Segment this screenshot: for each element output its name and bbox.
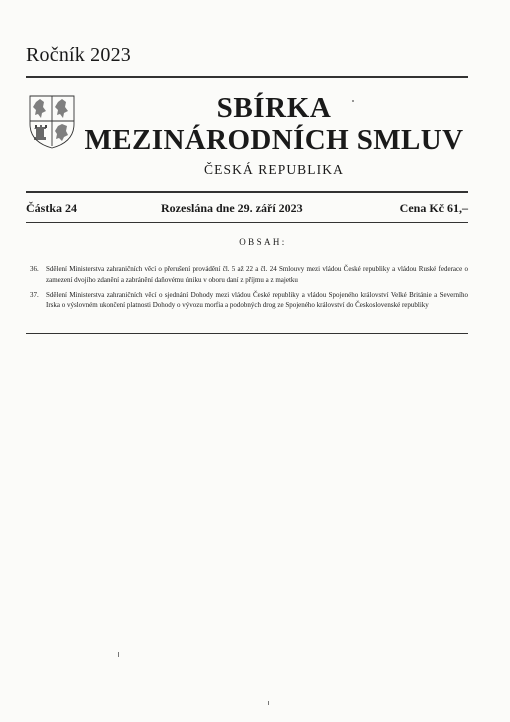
contents-list [26,264,468,315]
header-bottom-rule [26,191,468,193]
list-item [26,264,468,286]
issue-price: Cena Kč 61,– [399,201,468,215]
entry-number: 37. [30,290,39,299]
top-rule [26,76,468,78]
entry-text: Sdělení Ministerstva zahraničních věcí o přerušení provádění čl. 5 až 22 a čl. 24 Smlouvy mezi vládou České republiky a vládou Ruské federace o zamezení dvojího zdanění a zabránění daňovému úniku v oboru daní z příjmu a z majetku [46,265,468,284]
issue-sent-date: Rozeslána dne 29. září 2023 [161,201,303,215]
gazette-title-line2: MEZINÁRODNÍCH SMLUV [84,124,464,156]
entry-number: 36. [30,265,39,273]
scan-speck [352,100,354,102]
list-item [26,290,468,312]
issue-info-rule [26,222,468,223]
contents-bottom-rule [26,333,468,334]
volume-year: Ročník 2023 [26,44,131,66]
country-subtitle: ČESKÁ REPUBLIKA [204,162,344,177]
scan-speck [118,652,119,657]
issue-part: Částka 24 [26,201,78,215]
entry-text: Sdělení Ministerstva zahraničních věcí o sjednání Dohody mezi vládou České republiky a vládou Spojeného království Velké Británie a Severního Irska o výslovném ukončení platnosti Dohody o vývozu morfia a podobných drog ze Spojeného království do Československé republiky [46,290,468,310]
gazette-title: SBÍRKA [216,92,332,124]
scan-speck [268,701,269,705]
contents-heading: OBSAH: [239,237,287,247]
